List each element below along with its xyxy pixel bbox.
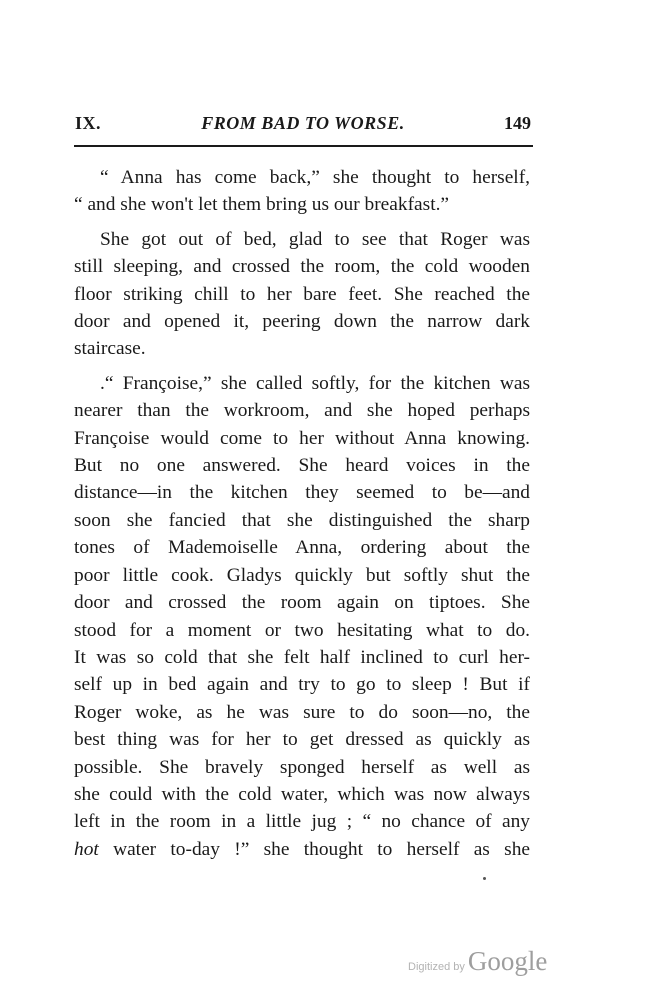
paragraph-3 <box>74 370 530 863</box>
text-line: tones of Mademoiselle Anna, ordering about the <box>74 537 530 559</box>
chapter-title: FROM BAD TO WORSE. <box>201 113 405 133</box>
text-line: door and opened it, peering down the narrow dark <box>74 311 530 333</box>
text-line: .“ Françoise,” she called softly, for the kitchen was <box>100 372 530 394</box>
text-line: she could with the cold water, which was now always <box>74 783 530 805</box>
running-header <box>75 113 531 137</box>
text-line: stood for a moment or two hesitating what to do. <box>74 619 530 641</box>
text-line: door and crossed the room again on tiptoes. She <box>74 592 530 614</box>
text-line: “ and she won't let them bring us our breakfast.” <box>74 194 450 216</box>
text-line: poor little cook. Gladys quickly but softly shut the <box>74 564 530 586</box>
text-line: “ Anna has come back,” she thought to herself, <box>100 167 530 188</box>
ink-speck <box>483 877 486 880</box>
text-line: nearer than the workroom, and she hoped perhaps <box>74 400 530 422</box>
text-line: possible. She bravely sponged herself as well as <box>74 756 530 778</box>
text-line-last <box>74 836 530 863</box>
text-line: staircase. <box>74 338 146 360</box>
chapter-number: IX. <box>75 113 102 133</box>
text-line: Françoise would come to her without Anna knowing. <box>74 427 530 449</box>
text-line: She got out of bed, glad to see that Roger was <box>100 228 530 250</box>
body-text <box>74 164 530 870</box>
text-line: still sleeping, and crossed the room, the cold wooden <box>74 256 530 278</box>
google-logo: Google <box>467 946 548 976</box>
paragraph-1 <box>74 164 530 219</box>
page-number: 149 <box>504 113 531 133</box>
text-line: It was so cold that she felt half inclined to curl her- <box>74 646 530 668</box>
text-line: floor striking chill to her bare feet. She reached the <box>74 283 530 305</box>
italic-word: hot <box>74 838 99 860</box>
text-line: soon she fancied that she distinguished the sharp <box>74 509 530 531</box>
text-line: But no one answered. She heard voices in the <box>74 455 530 477</box>
text-line: best thing was for her to get dressed as quickly as <box>74 729 530 751</box>
digitized-by-google-watermark <box>408 946 547 986</box>
digitized-label: Digitized by <box>408 961 465 973</box>
paragraph-2 <box>74 226 530 363</box>
text-line: left in the room in a little jug ; “ no chance of any <box>74 811 530 833</box>
text-line: Roger woke, as he was sure to do soon—no, the <box>74 701 530 723</box>
header-rule <box>74 145 533 147</box>
text-line: self up in bed again and try to go to sleep ! But if <box>74 674 530 696</box>
text-line: distance—in the kitchen they seemed to be—and <box>74 482 530 504</box>
text-line-rest: water to-day !” she thought to herself as she <box>98 838 530 860</box>
